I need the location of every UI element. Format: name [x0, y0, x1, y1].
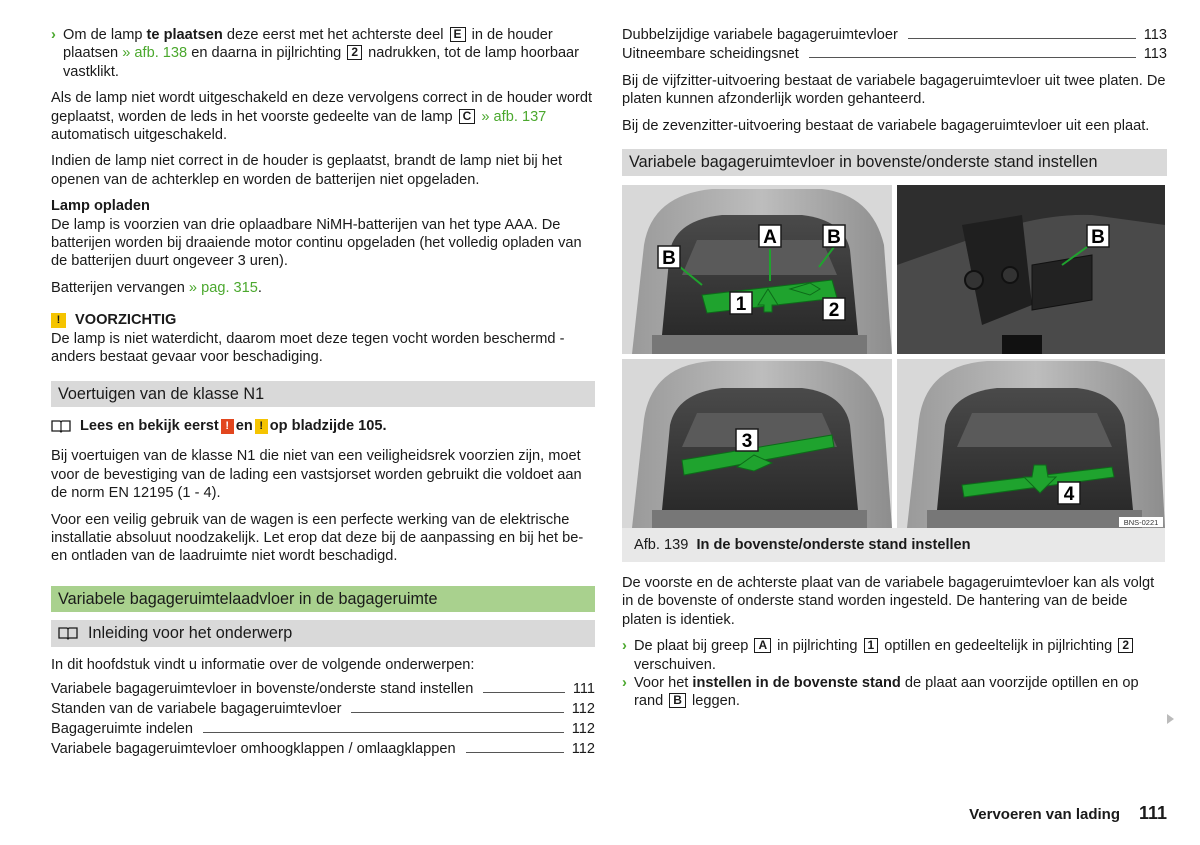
- text: automatisch uitgeschakeld.: [51, 127, 228, 144]
- topic-list-continued: [622, 26, 1167, 64]
- topic-label: Dubbelzijdige variabele bagageruimtevloer: [622, 27, 898, 43]
- paragraph-seven-seater: Bij de zevenzitter-uitvoering bestaat de variabele bagageruimtevloer uit een plaat.: [622, 117, 1150, 134]
- figure-label-b: B: [827, 226, 841, 248]
- instruction-insert-lamp: [51, 26, 595, 81]
- chevron-right-icon: ›: [622, 638, 627, 655]
- text: De plaat bij greep: [634, 638, 753, 655]
- topic-label: Uitneembare scheidingsnet: [622, 46, 799, 62]
- panel-top-left: [622, 185, 892, 354]
- footer-page-number: 111: [1138, 803, 1167, 823]
- text-bold: instellen in de bovenste stand: [692, 675, 901, 692]
- text: verschuiven.: [634, 656, 716, 673]
- intro-heading: [51, 620, 595, 646]
- text: in pijlrichting: [773, 638, 862, 655]
- read-first-note: [51, 417, 595, 435]
- text: op bladzijde 105.: [269, 417, 387, 434]
- n1-paragraph-2: Voor een veilig gebruik van de wagen is een perfecte werking van de elektrische installatie absoluut noodzakelijk. Let erop dat deze bij de aanpassing en bij het be- en ontladen van de laadruimte niet wordt beschadigd.: [51, 511, 584, 565]
- figure-label-1: 1: [735, 293, 747, 315]
- topic-list-item[interactable]: [622, 45, 1167, 64]
- text: optillen en gedeeltelijk in pijlrichting: [880, 638, 1117, 655]
- caution-text: De lamp is niet waterdicht, daarom moet deze tegen vocht worden beschermd - anders bestaat gevaar voor beschadiging.: [51, 330, 565, 366]
- caption-prefix: Afb. 139: [634, 536, 689, 553]
- text: de plaat aan voorzijde optillen en op rand: [634, 675, 1139, 710]
- key-label-e: E: [450, 27, 466, 42]
- panel-top-right: [897, 185, 1165, 354]
- charge-text: De lamp is voorzien van drie oplaadbare NiMH-batterijen van het type AAA. De batterijen worden bij draaiende motor continu opgeladen (het volledig opladen van de batterijen duurt ongeveer 3 uren).: [51, 216, 582, 270]
- figure-link-138[interactable]: » afb. 138: [122, 45, 188, 62]
- key-label-2: 2: [1118, 638, 1133, 653]
- text: deze eerst met het achterste deel: [222, 27, 448, 43]
- topic-label: Variabele bagageruimtevloer omhoogklappen / omlaagklappen: [51, 740, 456, 757]
- topic-list: [51, 679, 595, 759]
- text: en: [235, 417, 253, 434]
- figure-link-137[interactable]: » afb. 137: [477, 108, 547, 125]
- topic-label: Bagageruimte indelen: [51, 720, 193, 737]
- book-icon: [51, 419, 71, 433]
- text: Voor het: [634, 675, 693, 692]
- section-heading-luggage-floor: Variabele bagageruimtelaadvloer in de bagageruimte: [51, 586, 595, 612]
- text: in de houder plaatsen: [63, 27, 553, 62]
- topic-list-item[interactable]: [51, 739, 595, 759]
- paragraph-five-seater: Bij de vijfzitter-uitvoering bestaat de variabele bagageruimtevloer uit twee platen. De platen kunnen afzonderlijk worden gehanteerd.: [622, 73, 1166, 108]
- key-label-1: 1: [864, 638, 879, 653]
- figure-code: BNS-0221: [1123, 517, 1159, 527]
- leader-line: [908, 38, 1136, 39]
- chevron-right-icon: ›: [51, 27, 56, 43]
- topic-page: 111: [572, 680, 595, 697]
- text: nadrukken, tot de lamp hoorbaar vastklikt.: [63, 45, 580, 80]
- section-heading-n1: Voertuigen van de klasse N1: [51, 381, 595, 407]
- topic-list-item[interactable]: [51, 699, 595, 719]
- leader-line: [466, 752, 564, 753]
- paragraph-holder: Indien de lamp niet correct in de houder is geplaatst, brandt de lamp niet bij het openen van de achterklep en worden de batterijen niet opgeladen.: [51, 153, 563, 188]
- caution-label: VOORZICHTIG: [75, 312, 177, 329]
- topic-list-item[interactable]: [51, 679, 595, 699]
- leader-line: [351, 712, 563, 713]
- chevron-right-icon: ›: [622, 675, 627, 692]
- instruction-upper-position: [622, 674, 1167, 711]
- n1-paragraph-1: Bij voertuigen van de klasse N1 die niet van een veiligheidsrek voorzien zijn, moet voor de bevestiging van de lading een vastsjorset worden gebruikt die voldoet aan de norm EN 12195 (1 - 4).: [51, 448, 582, 502]
- intro-text: In dit hoofdstuk vindt u informatie over de volgende onderwerpen:: [51, 656, 475, 673]
- instruction-lift-plate: [622, 637, 1167, 674]
- topic-list-item[interactable]: [51, 719, 595, 739]
- panel-bottom-left: [622, 359, 892, 528]
- book-icon: [58, 626, 78, 640]
- warning-icon: !: [51, 313, 66, 328]
- figure-label-4: 4: [1063, 483, 1075, 505]
- topic-label: Standen van de variabele bagageruimtevloer: [51, 700, 342, 717]
- figure-label-b: B: [662, 247, 676, 269]
- topic-page: 112: [571, 740, 595, 757]
- figure-label-2: 2: [828, 299, 840, 321]
- warning-yellow-icon: !: [255, 419, 268, 434]
- left-column: [51, 26, 595, 759]
- paragraph-leds: [51, 89, 595, 144]
- topic-page: 113: [1143, 27, 1167, 43]
- leader-line: [809, 57, 1136, 58]
- leader-line: [483, 692, 564, 693]
- leader-line: [203, 732, 564, 733]
- figure-caption: [622, 528, 1165, 562]
- topic-label: Variabele bagageruimtevloer in bovenste/onderste stand instellen: [51, 680, 474, 697]
- figure-label-3: 3: [741, 430, 753, 452]
- charge-heading: Lamp opladen: [51, 198, 150, 215]
- text: Batterijen vervangen: [51, 279, 189, 296]
- paragraph-plates: De voorste en de achterste plaat van de variabele bagageruimtevloer kan als volgt in de bovenste of onderste stand worden ingesteld. De hantering van de beide platen is identiek.: [622, 575, 1155, 628]
- right-column: [622, 26, 1167, 719]
- topic-page: 113: [1143, 46, 1167, 62]
- text: Om de lamp: [63, 27, 147, 43]
- text: Lees en bekijk eerst: [80, 417, 219, 434]
- continue-arrow-icon: [1167, 714, 1174, 724]
- text-bold: te plaatsen: [146, 27, 223, 43]
- figure-label-a: A: [763, 226, 777, 248]
- key-label-2: 2: [347, 45, 362, 60]
- key-label-c: C: [459, 109, 476, 124]
- key-label-b: B: [669, 693, 686, 708]
- figure-illustration: [622, 185, 1165, 528]
- page-link-315[interactable]: » pag. 315: [188, 279, 258, 296]
- text: en daarna in pijlrichting: [187, 45, 346, 62]
- intro-heading-text: Inleiding voor het onderwerp: [88, 624, 293, 643]
- text: Als de lamp niet wordt uitgeschakeld en deze vervolgens correct in de houder wordt geplaatst, worden de leds in het voorste gedeelte van de lamp: [51, 90, 593, 125]
- figure-label-b: B: [1091, 226, 1105, 248]
- topic-page: 112: [571, 700, 595, 717]
- panel-bottom-right: [897, 359, 1165, 528]
- warning-red-icon: !: [221, 419, 234, 434]
- footer-chapter-title: Vervoeren van lading: [969, 806, 1120, 823]
- text: leggen.: [687, 693, 740, 710]
- topic-page: 112: [571, 720, 595, 737]
- section-heading-set-position: Variabele bagageruimtevloer in bovenste/onderste stand instellen: [622, 149, 1167, 175]
- paragraph-battery: [51, 279, 595, 297]
- caption-text: In de bovenste/onderste stand instellen: [696, 536, 971, 553]
- key-label-a: A: [754, 638, 771, 653]
- text: .: [257, 279, 262, 296]
- caution-heading: [51, 311, 595, 329]
- topic-list-item[interactable]: [622, 26, 1167, 45]
- figure-139: [622, 185, 1165, 528]
